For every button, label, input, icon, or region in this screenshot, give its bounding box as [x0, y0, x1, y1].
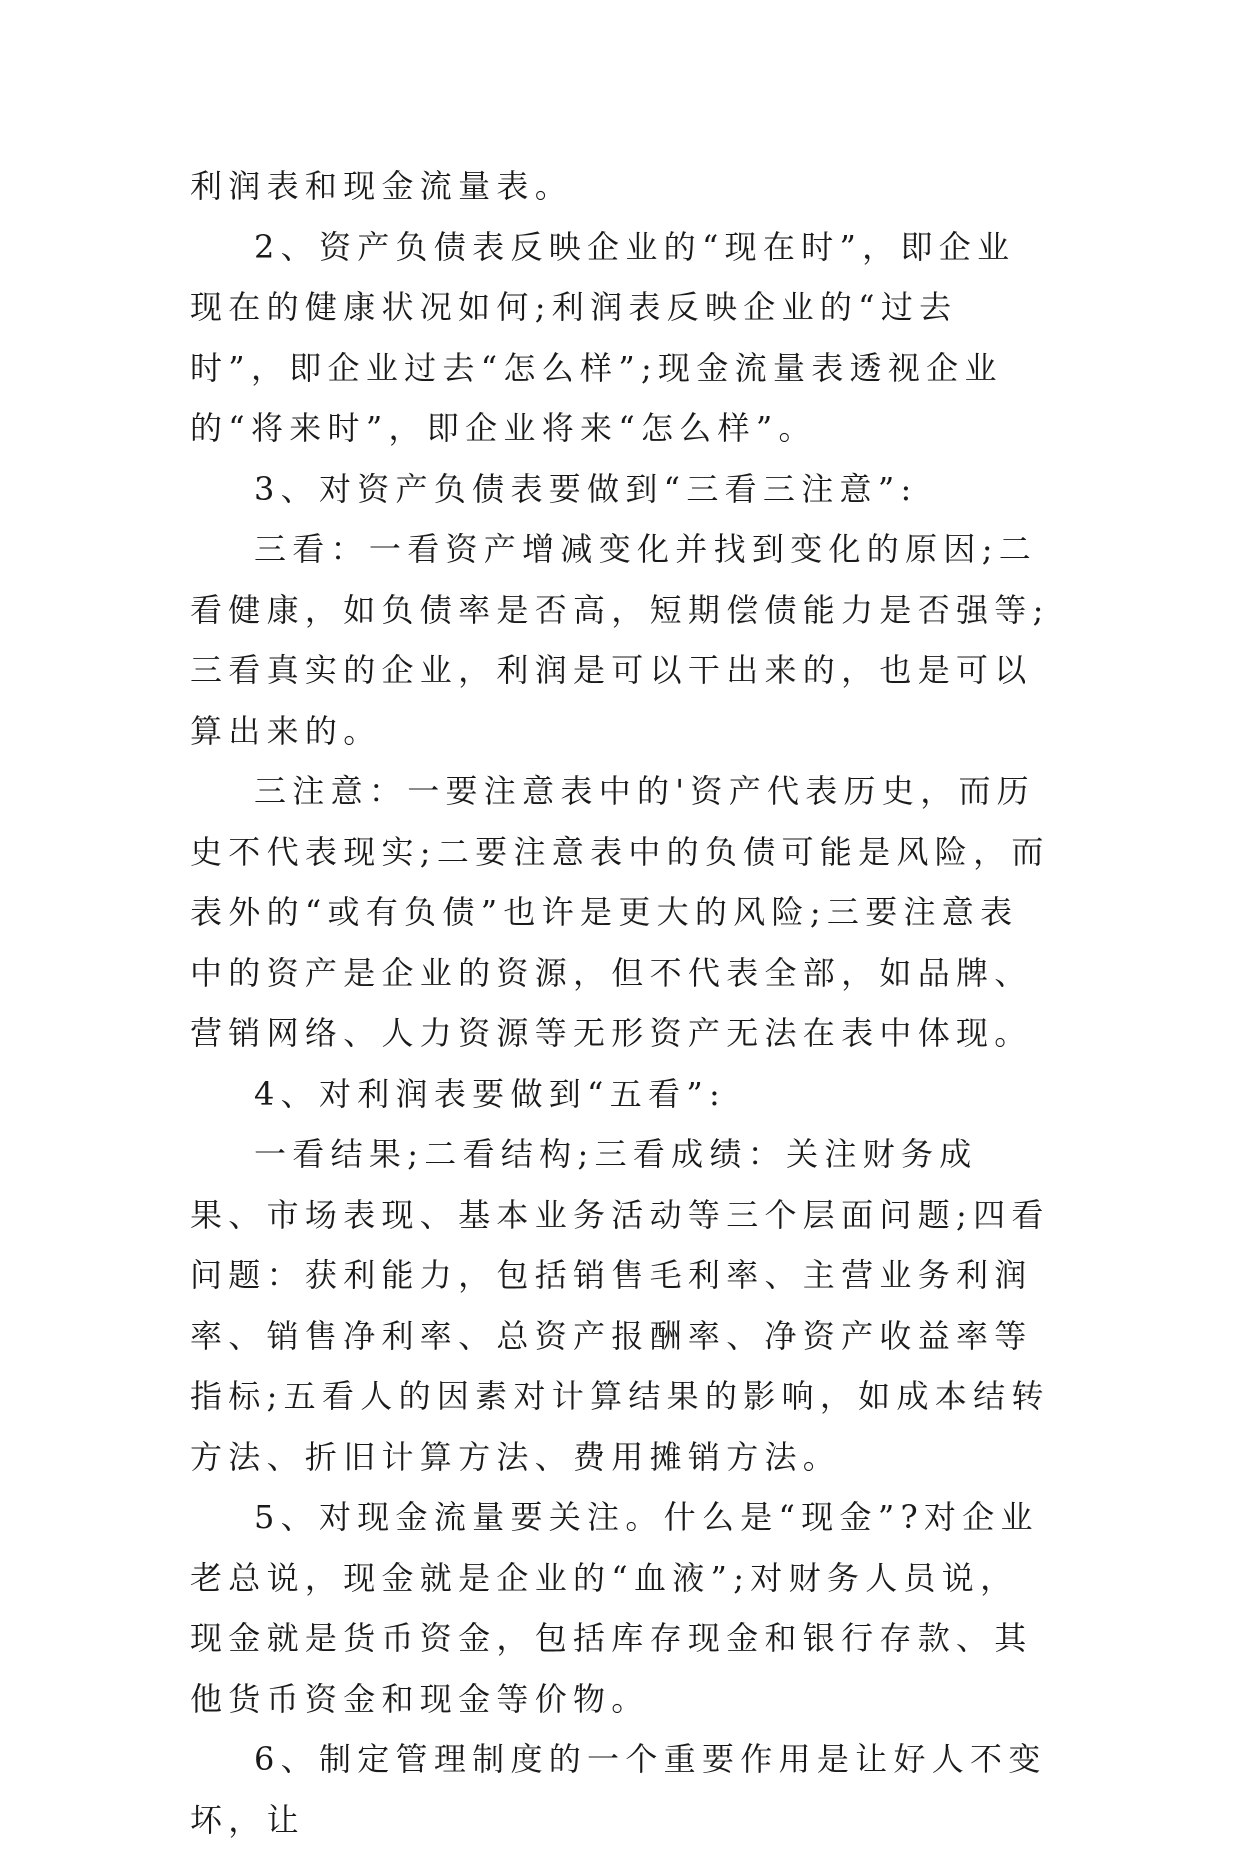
paragraph-7: 一看结果;二看结构;三看成绩：关注财务成果、市场表现、基本业务活动等三个层面问题;四看问题：获利能力，包括销售毛利率、主营业务利润率、销售净利率、总资产报酬率、净资产收益率等指标;五看人的因素对计算结果的影响，如成本结转方法、折旧计算方法、费用摊销方法。: [190, 1135, 1050, 1476]
paragraph-9: 6、制定管理制度的一个重要作用是让好人不变坏，让: [190, 1740, 1047, 1839]
paragraph-8: 5、对现金流量要关注。什么是“现金”?对企业老总说，现金就是企业的“血液”;对财务人员说，现金就是货币资金，包括库存现金和银行存款、其他货币资金和现金等价物。: [190, 1498, 1039, 1718]
document-body: [190, 156, 1050, 1850]
paragraph-1: 利润表和现金流量表。: [190, 167, 574, 205]
paragraph-6: 4、对利润表要做到“五看”:: [254, 1074, 727, 1113]
paragraph-4: 三看：一看资产增减变化并找到变化的原因;二看健康，如负债率是否高，短期偿债能力是否强等;三看真实的企业，利润是可以干出来的，也是可以算出来的。: [190, 530, 1050, 750]
paragraph-5: 三注意：一要注意表中的'资产代表历史，而历史不代表现实;二要注意表中的负债可能是风险，而表外的“或有负债”也许是更大的风险;三要注意表中的资产是企业的资源，但不代表全部，如品牌、营销网络、人力资源等无形资产无法在表中体现。: [190, 772, 1050, 1052]
paragraph-2: 2、资产负债表反映企业的“现在时”，即企业现在的健康状况如何;利润表反映企业的“过去时”，即企业过去“怎么样”;现金流量表透视企业的“将来时”，即企业将来“怎么样”。: [190, 227, 1016, 447]
paragraph-3: 3、对资产负债表要做到“三看三注意”:: [254, 469, 918, 508]
